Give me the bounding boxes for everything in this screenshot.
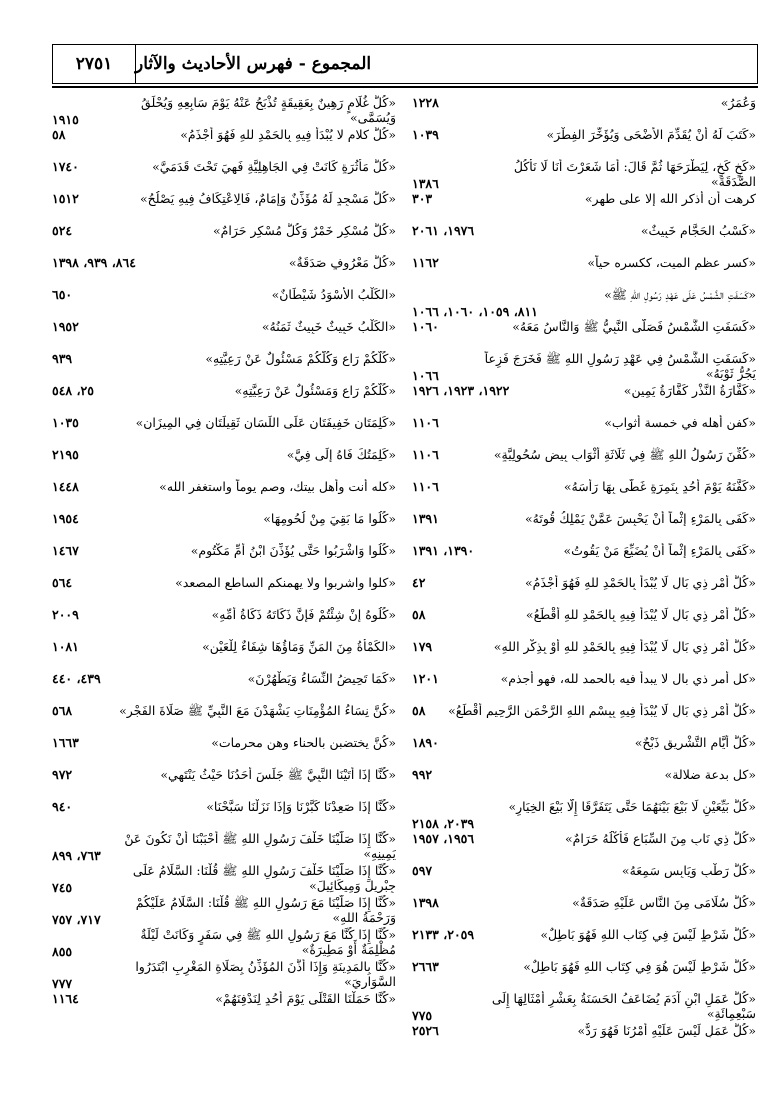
entry-page-refs: ١٥١٢ xyxy=(52,191,79,206)
entry-page-refs: ١٣٨٦ xyxy=(412,176,439,191)
entry-text: «كَلِمَتَانِ خَفِيفَتَانِ عَلَى اللِّسَانِ ثَقِيلَتَانِ فِي المِيزَانِ» xyxy=(135,415,396,430)
index-entry xyxy=(52,543,396,558)
entry-text: «كُلُوا مَا بَقِيَ مِنْ لُحُومِهَا» xyxy=(263,511,396,526)
index-entry xyxy=(412,863,756,878)
entry-page-refs: ٤٢ xyxy=(412,575,426,590)
entry-page-refs: ١٠٦٠ xyxy=(412,319,439,334)
index-entry xyxy=(412,991,756,1023)
index-entry xyxy=(52,223,396,238)
entry-page-refs: ٢٦٦٣ xyxy=(412,959,439,974)
entry-page-refs: ١٧٩ xyxy=(412,639,433,654)
index-entry xyxy=(52,287,396,302)
index-entry xyxy=(412,255,756,270)
entry-text: «كُلُّ شَرْطٍ لَيْسَ هُوَ فِي كِتَابِ اللهِ فَهُوَ بَاطِلٌ» xyxy=(523,959,756,974)
entry-page-refs: ٧١٧، ٧٥٧ xyxy=(52,912,101,927)
index-entry xyxy=(412,479,756,494)
index-entry xyxy=(52,383,396,398)
index-entry xyxy=(52,415,396,430)
right-column xyxy=(412,95,756,1055)
entry-text: كرهت أن أذكر الله إلا على طهر» xyxy=(584,191,756,206)
entry-page-refs: ٢٠٥٩، ٢١٣٣ xyxy=(412,927,475,942)
entry-page-refs: ١٩٥٤ xyxy=(52,511,79,526)
entry-page-refs: ٧٧٧ xyxy=(52,976,73,991)
entry-text: «كَفَى بِالمَرْءِ إِثْماً أَنْ يُضَيِّعَ مَنْ يَقُوتُ» xyxy=(563,543,756,558)
entry-text: «كله أنت وأهل بيتك، وصم يوماً واستغفر الله» xyxy=(159,479,396,494)
entry-page-refs: ٧٧٥ xyxy=(412,1008,433,1023)
entry-page-refs: ٥٨ xyxy=(412,703,426,718)
index-entry xyxy=(52,703,396,718)
entry-text: «كل بدعة ضلالة» xyxy=(664,767,756,782)
entry-text: «كُلُّ أَمْرٍ ذِي بَالٍ لَا يُبْدَأُ فِيهِ بِالحَمْدِ للهِ أَوْ بِذِكْرِ اللهِ» xyxy=(493,639,756,654)
entry-page-refs: ٢٠٣٩، ٢١٥٨ xyxy=(412,816,475,831)
entry-page-refs: ٣٠٣ xyxy=(412,191,433,206)
index-entry xyxy=(52,511,396,526)
index-entry xyxy=(412,511,756,526)
entry-page-refs: ١٠٣٥ xyxy=(52,415,79,430)
index-entry xyxy=(412,383,756,398)
index-entry xyxy=(52,191,396,206)
entry-text: «كُلُّ كلامٍ لا يُبْدَأُ فِيهِ بِالحَمْدِ للهِ فَهُوَ أَجْذَمُ» xyxy=(180,127,396,142)
index-entry xyxy=(412,287,756,319)
entry-page-refs: ١١٠٦ xyxy=(412,479,439,494)
entry-page-refs: ٦٥٠ xyxy=(52,287,73,302)
entry-text: «كَسَفَتِ الشَّمْسُ فِي عَهْدِ رَسُولِ اللهِ ﷺ فَخَرَجَ فَزِعاً يَجُرُّ ثَوْبَهُ» xyxy=(484,351,756,381)
entry-text: «كُلُوهُ إِنْ شِئْتُمْ فَإِنَّ ذَكَاتَهُ ذَكَاةُ أُمِّهِ» xyxy=(211,607,396,622)
entry-page-refs: ٥٢٤ xyxy=(52,223,73,238)
entry-page-refs: ١٢٠١ xyxy=(412,671,439,686)
entry-text: «كَفَى بِالمَرْءِ إِثْماً أَنْ يَحْبِسَ عَمَّنْ يَمْلِكُ قُوتَهُ» xyxy=(525,511,756,526)
index-entry xyxy=(52,255,396,270)
entry-page-refs: ١١٦٤ xyxy=(52,991,79,1006)
index-entry xyxy=(52,159,396,174)
entry-text: «كُنَّا إِذَا صَعِدْنَا كَبَّرْنَا وَإِذَا نَزَلْنَا سَبَّحْنَا» xyxy=(206,799,396,814)
index-entry xyxy=(52,927,396,959)
entry-page-refs: ٩٧٢ xyxy=(52,767,73,782)
entry-page-refs: ١٩١٥ xyxy=(52,112,79,127)
index-entry xyxy=(52,799,396,814)
index-entry xyxy=(412,703,756,718)
entry-text: «كُنَّا بِالمَدِينَةِ وَإِذَا أَذَّنَ المُؤَذِّنُ بِصَلَاةِ المَغْرِبِ ابْتَدَرُوا السَّوَارِيَ» xyxy=(135,959,396,989)
entry-page-refs: ٩٩٢ xyxy=(412,767,433,782)
index-entry xyxy=(412,543,756,558)
entry-text: «كُنَّ نِسَاءُ المُؤْمِنَاتِ يَشْهَدْنَ مَعَ النَّبِيِّ ﷺ صَلَاةَ الفَجْرِ» xyxy=(119,703,396,718)
entry-page-refs: ١٩٧٦، ٢٠٦١ xyxy=(412,223,475,238)
entry-page-refs: ١٩٥٦، ١٩٥٧ xyxy=(412,831,475,846)
entry-page-refs: ١١٦٢ xyxy=(412,255,439,270)
entry-text: «كُلُّ مَسْجِدٍ لَهُ مُؤَذِّنٌ وَإِمَامٌ، فَالِاعْتِكَافُ فِيهِ يَصْلُحُ» xyxy=(140,191,396,206)
entry-text: «كُلُّ غُلَامٍ رَهِينٌ بِعَقِيقَةٍ تُذْبَحُ عَنْهُ يَوْمَ سَابِعِهِ وَيُحْلَقُ وَيُسَمَّى» xyxy=(141,95,396,125)
entry-text: «كفن أهله في خمسة أثواب» xyxy=(604,415,756,430)
entry-text: «كُلُّ ذِي نَابٍ مِنَ السِّبَاعِ فَأَكْلُهُ حَرَامٌ» xyxy=(564,831,756,846)
entry-text: «كُلُّ سُلَامَى مِنَ النَّاسِ عَلَيْهِ صَدَقَةٌ» xyxy=(572,895,756,910)
entry-text: «كُنَّا إِذَا صَلَّيْنَا مَعَ رَسُولِ اللهِ ﷺ قُلْنَا: السَّلَامُ عَلَيْكُمْ وَرَحْمَةُ اللهِ» xyxy=(135,895,396,925)
entry-text: «كَتَبَ لَهُ أَنْ يُقَدِّمَ الأَضْحَى وَيُؤَخِّرَ الفِطْرَ» xyxy=(546,127,756,142)
index-entry xyxy=(52,607,396,622)
index-entry xyxy=(412,895,756,910)
index-entry xyxy=(412,735,756,750)
entry-text: «كُلُّ رَطْبٍ وَيَابِسٍ سَمِعَهُ» xyxy=(621,863,756,878)
entry-page-refs: ٩٤٠ xyxy=(52,799,73,814)
index-entry xyxy=(412,191,756,206)
index-entry xyxy=(412,415,756,430)
entry-text: «كُلُّ عَمَلٍ لَيْسَ عَلَيْهِ أَمْرُنَا فَهُوَ رَدٌّ» xyxy=(577,1023,756,1038)
index-entry xyxy=(412,671,756,686)
entry-page-refs: ٨٥٥ xyxy=(52,944,73,959)
entry-page-refs: ٢٠٠٩ xyxy=(52,607,79,622)
index-entry xyxy=(412,159,756,191)
index-entry xyxy=(412,95,756,110)
entry-text: «كُلُّ مُسْكِرٍ خَمْرٌ وَكُلُّ مُسْكِرٍ حَرَامٌ» xyxy=(212,223,396,238)
entry-page-refs: ١١٠٦ xyxy=(412,415,439,430)
entry-text: «كُلُّ شَرْطٍ لَيْسَ فِي كِتَابِ اللهِ فَهُوَ بَاطِلٌ» xyxy=(540,927,756,942)
entry-page-refs: ١١٠٦ xyxy=(412,447,439,462)
index-entry xyxy=(412,639,756,654)
index-entry xyxy=(412,319,756,334)
index-entry xyxy=(52,959,396,991)
entry-page-refs: ٢٥٢٦ xyxy=(412,1023,439,1038)
entry-text: «كَفَّنَهُ يَوْمَ أُحُدٍ بِنَمِرَةٍ غَطَّى بِهَا رَأْسَهُ» xyxy=(563,479,756,494)
entry-page-refs: ٥٨ xyxy=(412,607,426,622)
index-entry xyxy=(52,639,396,654)
entry-page-refs: ١٩٢٢، ١٩٢٣، ١٩٢٦ xyxy=(412,383,510,398)
entry-page-refs: ٧٦٣، ٨٩٩ xyxy=(52,848,101,863)
entry-page-refs: ١٣٩١ xyxy=(412,511,439,526)
index-entry xyxy=(52,991,396,1006)
entry-text: «كُلُّ مَعْرُوفٍ صَدَقَةٌ» xyxy=(288,255,396,270)
index-entry xyxy=(52,127,396,142)
entry-text: «كُلُّكُمْ رَاعٍ وَكُلُّكُمْ مَسْئُولٌ عَنْ رَعِيَّتِهِ» xyxy=(205,351,396,366)
entry-text: «كُلُّ أَمْرٍ ذِي بَالٍ لَا يُبْدَأُ فِيهِ بِالحَمْدِ للهِ أَقْطَعُ» xyxy=(525,607,756,622)
index-entry xyxy=(52,863,396,895)
entry-page-refs: ١٩٥٢ xyxy=(52,319,79,334)
entry-text: «الكَمْأَةُ مِنَ المَنِّ وَمَاؤُهَا شِفَاءٌ لِلْعَيْنِ» xyxy=(202,639,396,654)
entry-page-refs: ١٤٤٨ xyxy=(52,479,79,494)
entry-page-refs: ١٤٦٧ xyxy=(52,543,79,558)
entry-page-refs: ٥٦٨ xyxy=(52,703,73,718)
index-entry xyxy=(412,1023,756,1038)
entry-page-refs: ١٨٩٠ xyxy=(412,735,439,750)
index-entry xyxy=(412,831,756,846)
entry-text: «كُنَّ يختضبن بالحناء وهن محرمات» xyxy=(211,735,396,750)
index-entry xyxy=(412,575,756,590)
index-entry xyxy=(412,607,756,622)
index-entry xyxy=(412,799,756,831)
entry-page-refs: ٨١١، ١٠٥٩، ١٠٦٠، ١٠٦٦ xyxy=(412,304,538,319)
header-rule xyxy=(52,86,758,88)
entry-text: «كُنَّا إِذَا كُنَّا مَعَ رَسُولِ اللهِ ﷺ فِي سَفَرٍ وَكَانَتْ لَيْلَةٌ مُظْلِمَةٌ أَوْ مَطِيرَةٌ» xyxy=(140,927,396,957)
entry-text: «كُلُّ أَمْرٍ ذِي بَالٍ لَا يُبْدَأُ بِالحَمْدِ للهِ فَهُوَ أَجْذَمُ» xyxy=(525,575,756,590)
entry-text: «كل أمر ذي بال لا يبدأ فيه بالحمد لله، فهو أجذم» xyxy=(500,671,756,686)
entry-text: «كُلُوا وَاشْرَبُوا حَتَّى يُؤَذِّنَ ابْنُ أُمِّ مَكْتُومٍ» xyxy=(190,543,396,558)
index-entry xyxy=(412,959,756,974)
entry-page-refs: ٥٩٧ xyxy=(412,863,433,878)
entry-text: «كُفِّنَ رَسُولُ اللهِ ﷺ فِي ثَلَاثَةِ أَثْوَابٍ بِيضٍ سُحُولِيَّةٍ» xyxy=(493,447,756,462)
entry-text: «كَخٍ كَخٍ، لِيَطْرَحَهَا ثُمَّ قَالَ: أَمَا شَعَرْتَ أَنَا لَا نَأْكُلُ الصَّدَقَةَ» xyxy=(513,159,756,189)
index-entry xyxy=(52,575,396,590)
entry-page-refs: ٨٦٤، ٩٣٩، ١٣٩٨ xyxy=(52,255,136,270)
entry-text: «كُلُّ بَيِّعَيْنِ لَا بَيْعَ بَيْنَهُمَا حَتَّى يَتَفَرَّقَا إِلَّا بَيْعَ الخِيَارِ» xyxy=(508,799,756,814)
entry-text: «كَسَفَتِ الشَّمْسُ عَلَى عَهْدِ رَسُولِ اللهِ ﷺ» xyxy=(604,287,756,302)
index-entry xyxy=(412,223,756,238)
entry-text: «كُنَّا حَمَلْنَا القَتْلَى يَوْمَ أُحُدٍ لِنَدْفِنَهُمْ» xyxy=(215,991,396,1006)
left-column xyxy=(52,95,396,1023)
entry-text: «الكَلْبُ خَبِيثٌ خَبِيثٌ ثَمَنُهُ» xyxy=(261,319,396,334)
entry-page-refs: ١٠٦٦ xyxy=(412,368,439,383)
index-entry xyxy=(52,895,396,927)
entry-text: «كُلُّ أَمْرٍ ذِي بَالٍ لَا يُبْدَأُ فِيهِ بِبِسْمِ اللهِ الرَّحْمَنِ الرَّحِيمِ أَقْطَعُ» xyxy=(448,703,756,718)
index-entry xyxy=(52,735,396,750)
entry-page-refs: ١٣٩٨ xyxy=(412,895,439,910)
entry-page-refs: ١٣٩٠، ١٣٩١ xyxy=(412,543,475,558)
index-entry xyxy=(52,671,396,686)
index-entry xyxy=(52,351,396,366)
entry-text: «كُلُّ عَمَلِ ابْنِ آدَمَ يُضَاعَفُ الحَسَنَةُ بِعَشْرِ أَمْثَالِهَا إِلَى سَبْعِمِائَةِ» xyxy=(491,991,756,1021)
entry-text: «كُنَّا إِذَا أَتَيْنَا النَّبِيَّ ﷺ جَلَسَ أَحَدُنَا حَيْثُ يَنْتَهِي» xyxy=(160,767,396,782)
entry-page-refs: ١٠٨١ xyxy=(52,639,79,654)
entry-page-refs: ١٧٤٠ xyxy=(52,159,79,174)
entry-text: «كُلُّ أَيَّامِ التَّشْرِيقِ ذَبْحٌ» xyxy=(634,735,756,750)
entry-text: «كلوا واشربوا ولا يهمنكم الساطع المصعد» xyxy=(175,575,396,590)
index-entry xyxy=(412,447,756,462)
entry-page-refs: ٩٣٩ xyxy=(52,351,73,366)
index-entry xyxy=(412,127,756,142)
entry-page-refs: ٢٥، ٥٤٨ xyxy=(52,383,94,398)
page-number: ٢٧٥١ xyxy=(53,45,136,83)
index-entry xyxy=(52,479,396,494)
index-entry xyxy=(52,319,396,334)
entry-page-refs: ١٢٢٨ xyxy=(412,95,439,110)
index-entry xyxy=(412,767,756,782)
index-entry xyxy=(52,767,396,782)
entry-text: «كَسْبُ الحَجَّامِ خَبِيثٌ» xyxy=(640,223,756,238)
entry-text: «كَمَا تَحِيضُ النِّسَاءُ وَيَطْهُرْنَ» xyxy=(247,671,396,686)
entry-page-refs: ٥٨ xyxy=(52,127,66,142)
entry-text: «كُنَّا إِذَا صَلَّيْنَا خَلْفَ رَسُولِ اللهِ ﷺ قُلْنَا: السَّلَامُ عَلَى جِبْرِيلَ وَمِيكَائِيلَ» xyxy=(132,863,396,893)
entry-page-refs: ٤٣٩، ٤٤٠ xyxy=(52,671,101,686)
index-entry xyxy=(52,95,396,127)
index-entry xyxy=(412,351,756,383)
entry-text: وَعُمَرُ» xyxy=(720,95,756,110)
index-entry xyxy=(52,831,396,863)
page-header xyxy=(52,44,758,84)
entry-page-refs: ١٦٦٣ xyxy=(52,735,79,750)
entry-text: «كَسَفَتِ الشَّمْسُ فَصَلَّى النَّبِيُّ ﷺ وَالنَّاسُ مَعَهُ» xyxy=(512,319,756,334)
entry-page-refs: ١٠٣٩ xyxy=(412,127,439,142)
entry-text: «كَفَّارَةُ النَّذْرِ كَفَّارَةُ يَمِينٍ» xyxy=(623,383,756,398)
entry-text: «الكَلْبُ الأَسْوَدُ شَيْطَانٌ» xyxy=(271,287,396,302)
index-entry xyxy=(52,447,396,462)
entry-page-refs: ٥٦٤ xyxy=(52,575,73,590)
running-title: المجموع - فهرس الأحاديث والآثار xyxy=(135,54,372,74)
entry-page-refs: ٧٤٥ xyxy=(52,880,73,895)
index-entry xyxy=(412,927,756,942)
entry-page-refs: ٢١٩٥ xyxy=(52,447,79,462)
entry-text: «كُلُّكُمْ رَاعٍ وَمَسْئُولٌ عَنْ رَعِيَّتِهِ» xyxy=(234,383,396,398)
entry-text: «كَلِمَتُكَ فَاهُ إِلَى فِيَّ» xyxy=(286,447,396,462)
entry-text: «كسر عظم الميت، ككسره حياً» xyxy=(587,255,756,270)
entry-text: «كُلُّ مَأْثُرَةٍ كَانَتْ فِي الجَاهِلِيَّةِ فَهِيَ تَحْتَ قَدَمَيَّ» xyxy=(152,159,396,174)
entry-text: «كُنَّا إِذَا صَلَّيْنَا خَلْفَ رَسُولِ اللهِ ﷺ أَحْبَبْنَا أَنْ نَكُونَ عَنْ يَمِينِهِ» xyxy=(124,831,396,861)
